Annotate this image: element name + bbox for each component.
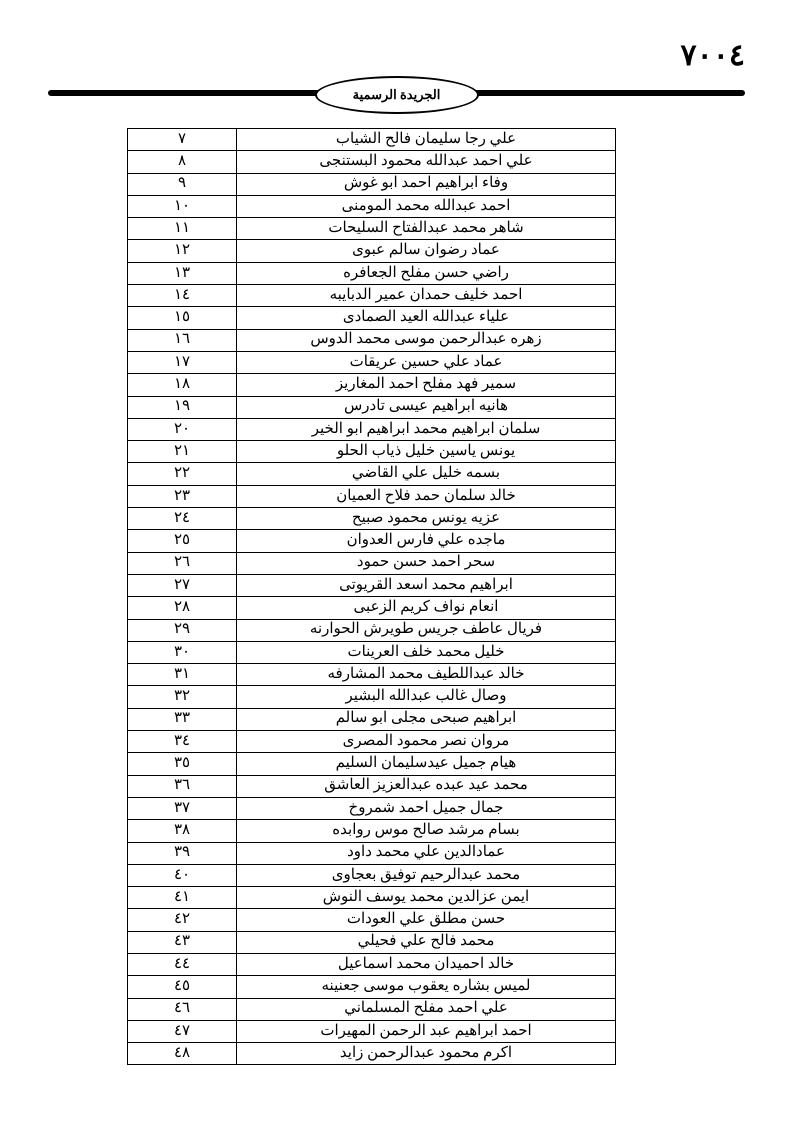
name-cell: عماد رضوان سالم عبوى bbox=[237, 240, 616, 262]
number-cell: ٢٧ bbox=[128, 574, 237, 596]
table-row bbox=[128, 552, 616, 574]
name-cell: بسام مرشد صالح موس روابده bbox=[237, 820, 616, 842]
table-row bbox=[128, 842, 616, 864]
number-cell: ١٨ bbox=[128, 374, 237, 396]
name-cell: احمد خليف حمدان عمير الدبايبه bbox=[237, 285, 616, 307]
number-cell: ٣٢ bbox=[128, 686, 237, 708]
name-cell: سحر احمد حسن حمود bbox=[237, 552, 616, 574]
name-cell: انعام نواف كريم الزعبى bbox=[237, 597, 616, 619]
number-cell: ٣٤ bbox=[128, 731, 237, 753]
name-cell: محمد عبدالرحيم توفيق بعجاوى bbox=[237, 864, 616, 886]
table-row bbox=[128, 307, 616, 329]
name-cell: خالد سلمان حمد فلاح العميان bbox=[237, 485, 616, 507]
number-cell: ١٢ bbox=[128, 240, 237, 262]
number-cell: ٢٤ bbox=[128, 508, 237, 530]
name-cell: لميس بشاره يعقوب موسى جعنينه bbox=[237, 976, 616, 998]
number-cell: ٢٠ bbox=[128, 418, 237, 440]
table-row bbox=[128, 887, 616, 909]
number-cell: ٢٦ bbox=[128, 552, 237, 574]
name-cell: ابراهيم صبحى مجلى ابو سالم bbox=[237, 708, 616, 730]
table-row bbox=[128, 953, 616, 975]
names-table-body bbox=[128, 129, 616, 1065]
name-cell: خليل محمد خلف العرينات bbox=[237, 641, 616, 663]
table-row bbox=[128, 418, 616, 440]
number-cell: ١٦ bbox=[128, 329, 237, 351]
table-row bbox=[128, 664, 616, 686]
number-cell: ٣٣ bbox=[128, 708, 237, 730]
name-cell: محمد عيد عبده عبدالعزيز العاشق bbox=[237, 775, 616, 797]
number-cell: ١٤ bbox=[128, 285, 237, 307]
names-table bbox=[127, 128, 616, 1065]
number-cell: ١٣ bbox=[128, 262, 237, 284]
page-number: ٧٠٠٤ bbox=[680, 39, 745, 72]
name-cell: ايمن عزالدين محمد يوسف النوش bbox=[237, 887, 616, 909]
table-row bbox=[128, 1043, 616, 1065]
table-row bbox=[128, 195, 616, 217]
name-cell: علياء عبدالله العيد الصمادى bbox=[237, 307, 616, 329]
number-cell: ١٠ bbox=[128, 195, 237, 217]
name-cell: علي احمد عبدالله محمود البستنجى bbox=[237, 151, 616, 173]
table-row bbox=[128, 753, 616, 775]
number-cell: ٢٨ bbox=[128, 597, 237, 619]
name-cell: حسن مطلق علي العودات bbox=[237, 909, 616, 931]
number-cell: ٤٣ bbox=[128, 931, 237, 953]
name-cell: احمد ابراهيم عبد الرحمن المهيرات bbox=[237, 1020, 616, 1042]
table-row bbox=[128, 976, 616, 998]
table-row bbox=[128, 329, 616, 351]
table-row bbox=[128, 775, 616, 797]
table-row bbox=[128, 374, 616, 396]
number-cell: ٤٧ bbox=[128, 1020, 237, 1042]
name-cell: وصال غالب عبدالله البشير bbox=[237, 686, 616, 708]
number-cell: ٤٢ bbox=[128, 909, 237, 931]
number-cell: ١٩ bbox=[128, 396, 237, 418]
name-cell: سلمان ابراهيم محمد ابراهيم ابو الخير bbox=[237, 418, 616, 440]
number-cell: ٣٠ bbox=[128, 641, 237, 663]
header-badge bbox=[0, 76, 793, 114]
name-cell: شاهر محمد عبدالفتاح السليحات bbox=[237, 218, 616, 240]
name-cell: علي احمد مفلح المسلماني bbox=[237, 998, 616, 1020]
number-cell: ٤٦ bbox=[128, 998, 237, 1020]
number-cell: ٤٠ bbox=[128, 864, 237, 886]
number-cell: ٣٦ bbox=[128, 775, 237, 797]
table-row bbox=[128, 351, 616, 373]
name-cell: هانيه ابراهيم عيسى تادرس bbox=[237, 396, 616, 418]
table-row bbox=[128, 173, 616, 195]
table-row bbox=[128, 641, 616, 663]
name-cell: جمال جميل احمد شمروخ bbox=[237, 797, 616, 819]
gazette-title: الجريدة الرسمية bbox=[315, 76, 479, 114]
number-cell: ٣١ bbox=[128, 664, 237, 686]
number-cell: ٤٥ bbox=[128, 976, 237, 998]
name-cell: خالد احميدان محمد اسماعيل bbox=[237, 953, 616, 975]
table-row bbox=[128, 285, 616, 307]
number-cell: ٢٥ bbox=[128, 530, 237, 552]
table-row bbox=[128, 909, 616, 931]
name-cell: ماجده علي فارس العدوان bbox=[237, 530, 616, 552]
table-row bbox=[128, 998, 616, 1020]
name-cell: مروان نصر محمود المصرى bbox=[237, 731, 616, 753]
table-row bbox=[128, 797, 616, 819]
number-cell: ٢٢ bbox=[128, 463, 237, 485]
name-cell: خالد عبداللطيف محمد المشارفه bbox=[237, 664, 616, 686]
number-cell: ٢٣ bbox=[128, 485, 237, 507]
number-cell: ١٥ bbox=[128, 307, 237, 329]
name-cell: علي رجا سليمان فالح الشياب bbox=[237, 129, 616, 151]
number-cell: ١١ bbox=[128, 218, 237, 240]
number-cell: ٢١ bbox=[128, 441, 237, 463]
table-row bbox=[128, 463, 616, 485]
table-row bbox=[128, 441, 616, 463]
number-cell: ٣٧ bbox=[128, 797, 237, 819]
table-row bbox=[128, 530, 616, 552]
table-row bbox=[128, 508, 616, 530]
table-row bbox=[128, 574, 616, 596]
table-row bbox=[128, 262, 616, 284]
table-row bbox=[128, 708, 616, 730]
number-cell: ٧ bbox=[128, 129, 237, 151]
table-row bbox=[128, 151, 616, 173]
name-cell: سمير فهد مفلح احمد المغاريز bbox=[237, 374, 616, 396]
number-cell: ٤٨ bbox=[128, 1043, 237, 1065]
table-row bbox=[128, 864, 616, 886]
name-cell: عزيه يونس محمود صبيح bbox=[237, 508, 616, 530]
table-row bbox=[128, 820, 616, 842]
table-row bbox=[128, 485, 616, 507]
number-cell: ٤١ bbox=[128, 887, 237, 909]
table-row bbox=[128, 686, 616, 708]
table-row bbox=[128, 731, 616, 753]
table-row bbox=[128, 1020, 616, 1042]
number-cell: ٣٥ bbox=[128, 753, 237, 775]
name-cell: هيام جميل عيدسليمان السليم bbox=[237, 753, 616, 775]
table-row bbox=[128, 240, 616, 262]
name-cell: احمد عبدالله محمد المومنى bbox=[237, 195, 616, 217]
table-row bbox=[128, 619, 616, 641]
table-row bbox=[128, 129, 616, 151]
name-cell: عمادالدين علي محمد داود bbox=[237, 842, 616, 864]
table-row bbox=[128, 396, 616, 418]
table-row bbox=[128, 218, 616, 240]
number-cell: ٩ bbox=[128, 173, 237, 195]
name-cell: راضي حسن مفلح الجعافره bbox=[237, 262, 616, 284]
number-cell: ٤٤ bbox=[128, 953, 237, 975]
names-table-container bbox=[146, 128, 616, 1065]
number-cell: ٣٩ bbox=[128, 842, 237, 864]
number-cell: ١٧ bbox=[128, 351, 237, 373]
name-cell: فريال عاطف جريس طويرش الحوارنه bbox=[237, 619, 616, 641]
name-cell: يونس ياسين خليل ذياب الحلو bbox=[237, 441, 616, 463]
name-cell: زهره عبدالرحمن موسى محمد الدوس bbox=[237, 329, 616, 351]
table-row bbox=[128, 597, 616, 619]
name-cell: محمد فالح علي فحيلي bbox=[237, 931, 616, 953]
name-cell: ابراهيم محمد اسعد القريوتى bbox=[237, 574, 616, 596]
name-cell: بسمه خليل علي القاضي bbox=[237, 463, 616, 485]
name-cell: وفاء ابراهيم احمد ابو غوش bbox=[237, 173, 616, 195]
number-cell: ٢٩ bbox=[128, 619, 237, 641]
table-row bbox=[128, 931, 616, 953]
number-cell: ٨ bbox=[128, 151, 237, 173]
name-cell: عماد علي حسين عريقات bbox=[237, 351, 616, 373]
name-cell: اكرم محمود عبدالرحمن زايد bbox=[237, 1043, 616, 1065]
number-cell: ٣٨ bbox=[128, 820, 237, 842]
